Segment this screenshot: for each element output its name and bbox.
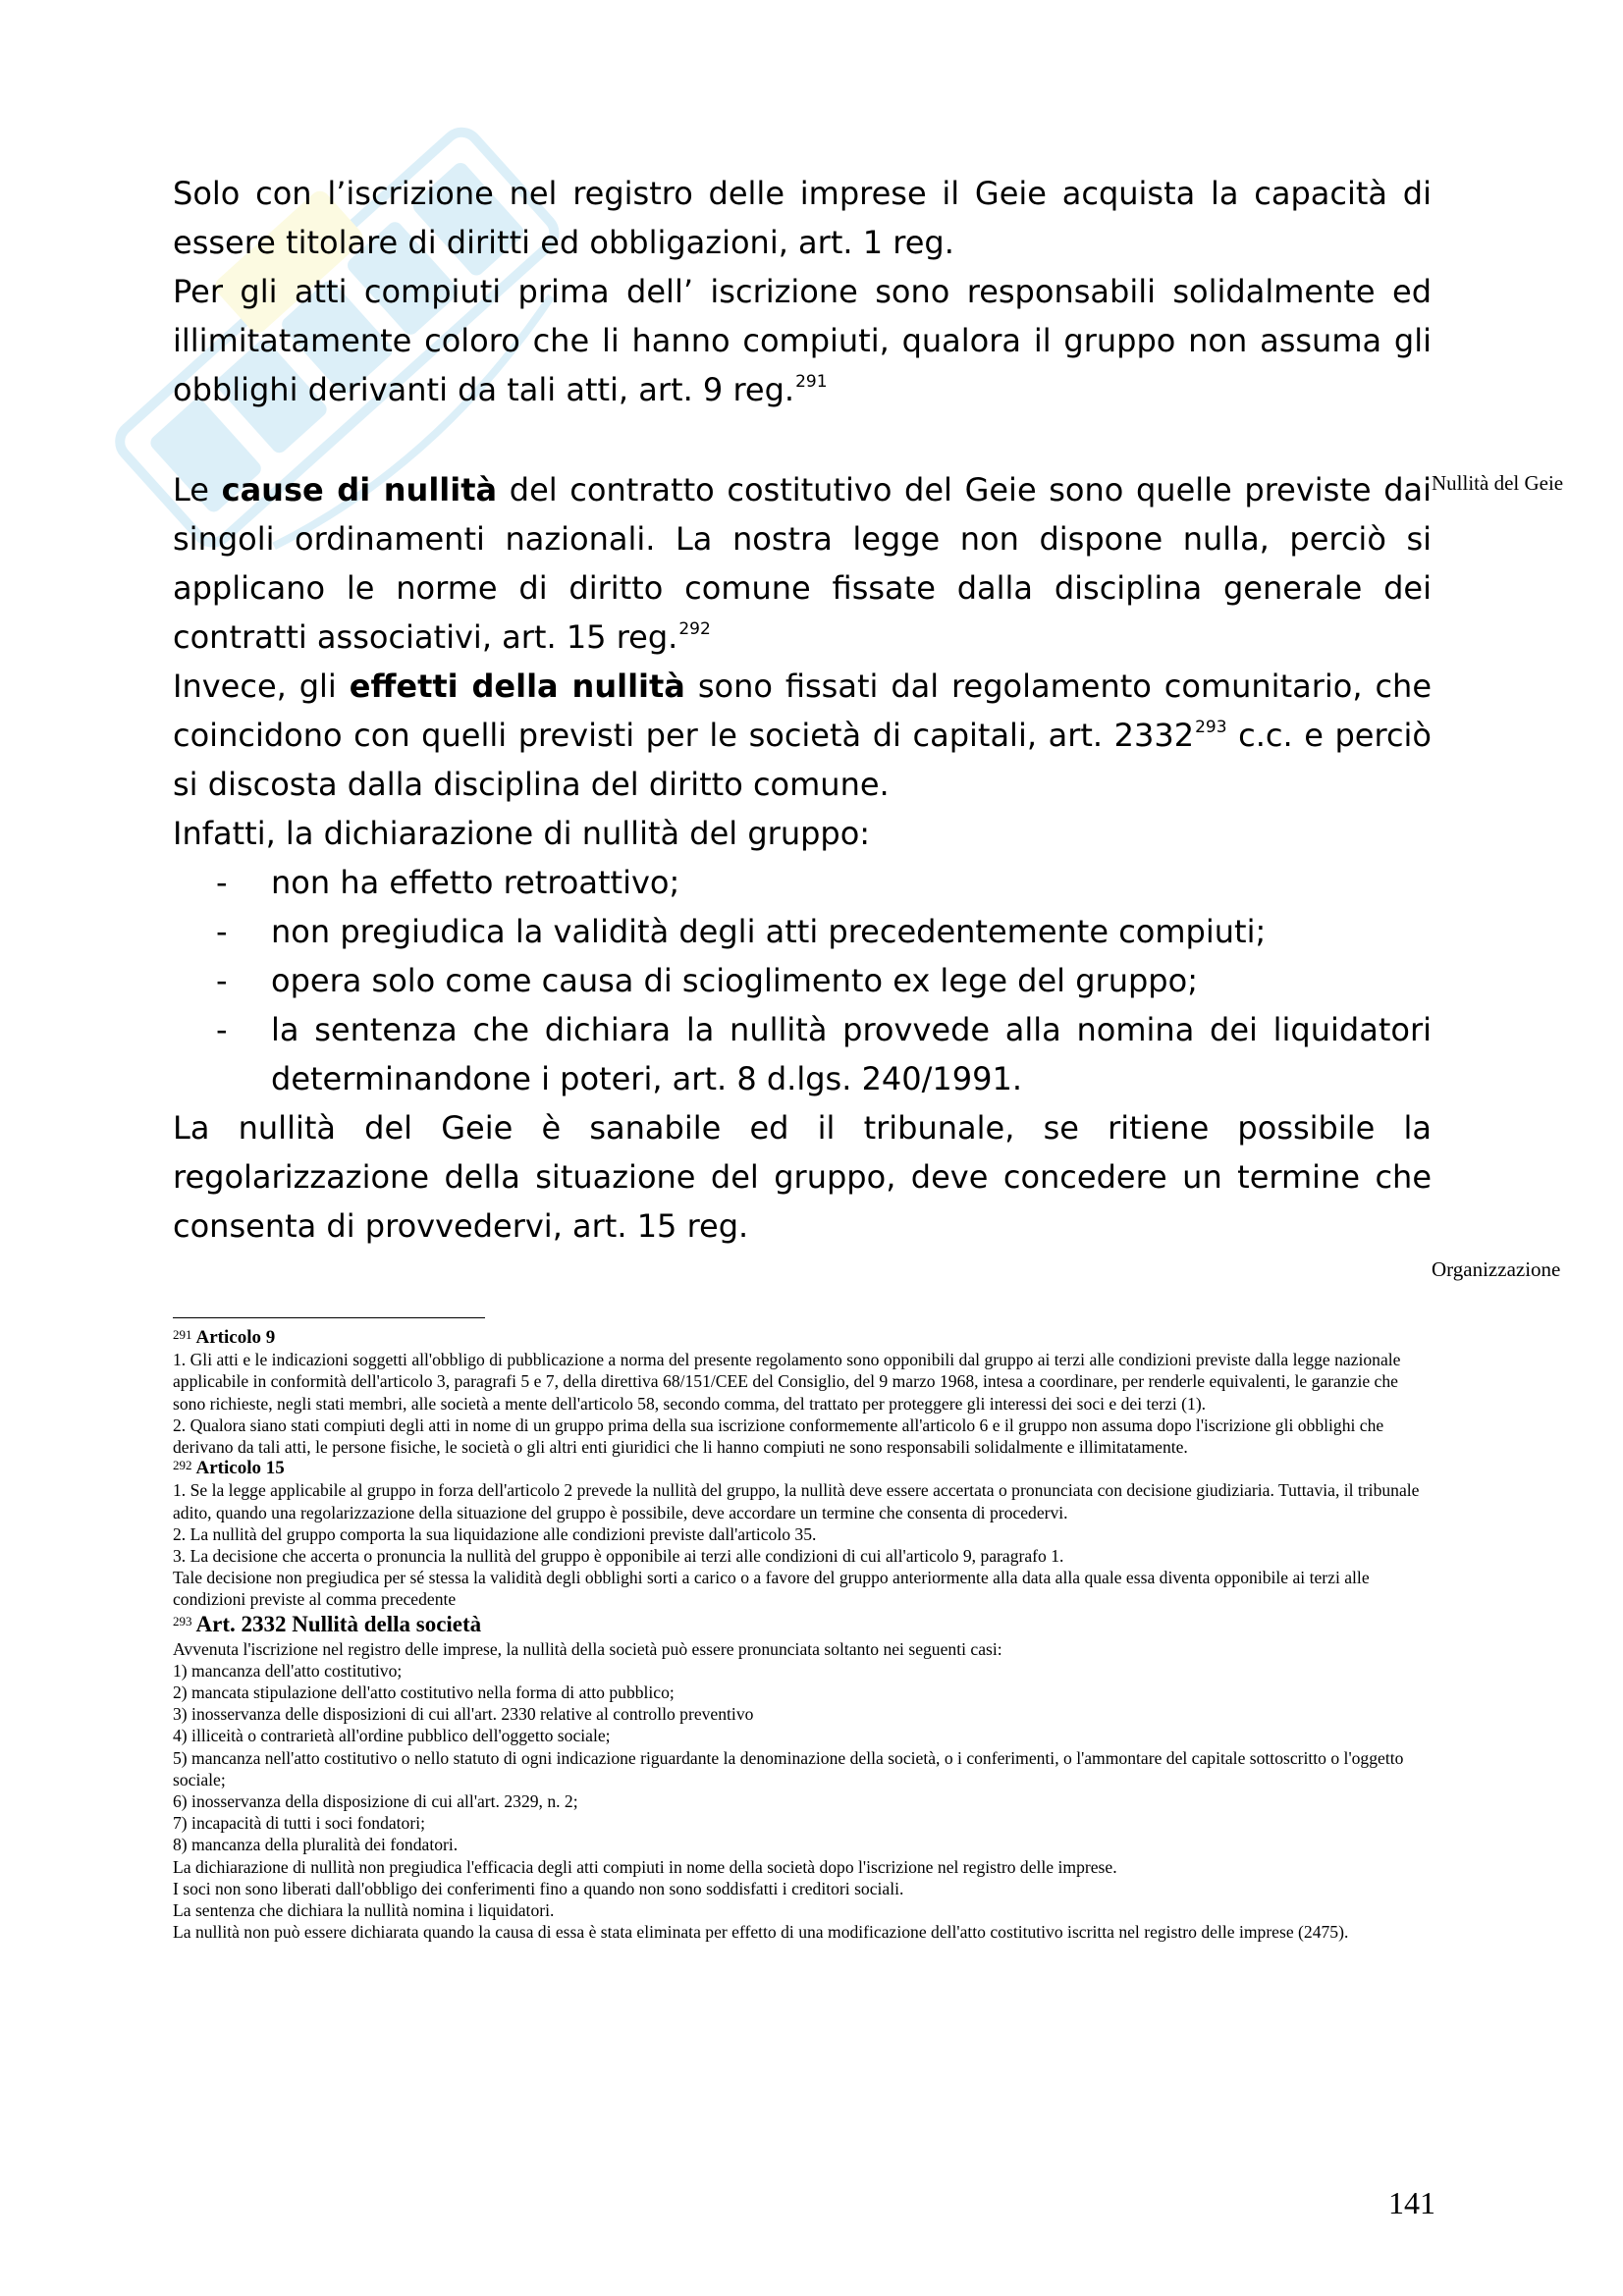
list-item: - non pregiudica la validità degli atti precedentemente compiuti;: [173, 907, 1432, 956]
paragraph-dichiarazione: Infatti, la dichiarazione di nullità del gruppo:: [173, 815, 871, 852]
paragraph-effetti-nullita: Invece, gli effetti della nullità sono fissati dal regolamento comunitario, che coincidono con quelli previsti per le società di capitali, art. 2332$^{293}$ c.c. e perciò si discosta dalla disciplina del diritto comune.: [173, 667, 1433, 803]
footnote-293-heading: $^{293}$ Art. 2332 Nullità della società: [173, 1611, 482, 1636]
footnote-line: La sentenza che dichiara la nullità nomina i liquidatori.: [173, 1900, 555, 1921]
paragraph-atti-compiuti: Per gli atti compiuti prima dell’ iscrizione sono responsabili solidalmente ed illimitatamente coloro che li hanno compiuti, qualora il gruppo non assuma gli obblighi derivanti da tali atti, art. 9 reg.$^{291}$: [173, 273, 1432, 408]
footnote-line: 5) mancanza nell'atto costitutivo o nello statuto di ogni indicazione riguardante la denominazione della società, o i conferimenti, o l'ammontare del capitale sottoscritto o l'oggetto sociale;: [173, 1747, 1404, 1789]
footnote-line: 1. Gli atti e le indicazioni soggetti all'obbligo di pubblicazione a norma del presente regolamento sono opponibili dal gruppo ai terzi alle condizioni previste dalla legge nazionale applicabile in conformità dell'articolo 3, paragrafi 5 e 7, della direttiva 68/151/CEE del Consiglio, del 9 marzo 1968, intesa a coordinare, per renderle equivalenti, le garanzie che sono richieste, negli stati membri, alle società a mente dell'articolo 58, secondo comma, del trattato per proteggere gli interessi dei soci e dei terzi (1).: [173, 1350, 1401, 1414]
footnote-292-heading: $^{292}$ Articolo 15: [173, 1458, 285, 1479]
main-text-nullita: [173, 465, 1432, 1251]
list-dash: -: [216, 962, 228, 999]
footnote-line: 2. La nullità del gruppo comporta la sua liquidazione alle condizioni previste dall'articolo 35.: [173, 1523, 817, 1544]
list-item: - la sentenza che dichiara la nullità provvede alla nomina dei liquidatori determinandone i poteri, art. 8 d.lgs. 240/1991.: [173, 1005, 1432, 1103]
footnote-line: Tale decisione non pregiudica per sé stessa la validità degli obblighi sorti a carico o a favore del gruppo anteriormente alla data alla quale essa diventa opponibile ai terzi alle condizioni previste al comma precedente: [173, 1568, 1370, 1610]
nullity-effects-list: [173, 858, 1432, 1103]
page-number: 141: [1388, 2185, 1435, 2220]
paragraph-sanabile: La nullità del Geie è sanabile ed il tribunale, se ritiene possibile la regolarizzazione della situazione del gruppo, deve concedere un termine che consenta di provvedervi, art. 15 reg.: [173, 1109, 1432, 1245]
footnote-line: 7) incapacità di tutti i soci fondatori;: [173, 1813, 425, 1834]
margin-note-organizzazione: Organizzazione: [1432, 1257, 1561, 1281]
paragraph-cause-nullita: Le cause di nullità del contratto costitutivo del Geie sono quelle previste dai singoli ordinamenti nazionali. La nostra legge non dispone nulla, perciò si applicano le norme di diritto comune fissate dalla disciplina generale dei contratti associativi, art. 15 reg.$^{292}$: [173, 471, 1433, 656]
footnote-line: Avvenuta l'iscrizione nel registro delle imprese, la nullità della società può essere pronunciata soltanto nei seguenti casi:: [173, 1638, 1002, 1659]
footnote-line: La dichiarazione di nullità non pregiudica l'efficacia degli atti compiuti in nome della società dopo l'iscrizione nel registro delle imprese.: [173, 1856, 1117, 1877]
footnote-line: La nullità non può essere dichiarata quando la causa di essa è stata eliminata per effetto di una modificazione dell'atto costitutivo iscritta nel registro delle imprese (2475).: [173, 1922, 1349, 1943]
footnote-line: 1) mancanza dell'atto costitutivo;: [173, 1660, 403, 1681]
margin-note-nullita: Nullità del Geie: [1432, 471, 1564, 495]
footnote-line: 8) mancanza della pluralità dei fondatori.: [173, 1835, 459, 1855]
list-item: - opera solo come causa di scioglimento ex lege del gruppo;: [173, 956, 1432, 1005]
list-dash: -: [216, 1011, 228, 1048]
footnote-291-heading: $^{291}$ Articolo 9: [173, 1327, 276, 1348]
footnote-separator: [173, 1317, 485, 1318]
footnote-line: 4) illiceità o contrarietà all'ordine pubblico dell'oggetto sociale;: [173, 1726, 611, 1746]
footnote-line: 1. Se la legge applicabile al gruppo in forza dell'articolo 2 prevede la nullità del gruppo, la nullità deve essere accertata o pronunciata con decisione giudiziaria. Tuttavia, il tribunale adito, quando una regolarizzazione della situazione del gruppo è possibile, deve accordare un termine che consenta di procedervi.: [173, 1480, 1420, 1522]
footnotes: [173, 1327, 1432, 1943]
footnote-line: 2) mancata stipulazione dell'atto costitutivo nella forma di atto pubblico;: [173, 1682, 675, 1703]
footnote-ref-293[interactable]: 293: [1195, 718, 1227, 737]
footnote-ref-291[interactable]: 291: [795, 372, 828, 392]
footnote-line: 3. La decisione che accerta o pronuncia la nullità del gruppo è opponibile ai terzi alle condizioni di cui all'articolo 9, paragrafo 1.: [173, 1546, 1064, 1567]
paragraph-iscrizione: Solo con l’iscrizione nel registro delle imprese il Geie acquista la capacità di essere titolare di diritti ed obbligazioni, art. 1 reg.: [173, 175, 1432, 261]
list-item: - non ha effetto retroattivo;: [173, 858, 1432, 907]
footnote-ref-292[interactable]: 292: [678, 619, 711, 639]
main-text-top: [173, 169, 1432, 414]
footnote-line: 6) inosservanza della disposizione di cui all'art. 2329, n. 2;: [173, 1791, 578, 1812]
list-dash: -: [216, 913, 228, 950]
footnote-line: 2. Qualora siano stati compiuti degli atti in nome di un gruppo prima della sua iscrizione conformemente all'articolo 6 e il gruppo non assuma dopo l'iscrizione gli obblighi che derivano da tali atti, le persone fisiche, le società o gli altri enti giuridici che li hanno compiuti ne sono responsabili solidalmente e illimitatamente.: [173, 1415, 1384, 1458]
footnote-line: 3) inosservanza delle disposizioni di cui all'art. 2330 relative al controllo preventivo: [173, 1704, 754, 1725]
list-dash: -: [216, 864, 228, 901]
footnote-line: I soci non sono liberati dall'obbligo dei conferimenti fino a quando non sono soddisfatti i creditori sociali.: [173, 1878, 904, 1898]
